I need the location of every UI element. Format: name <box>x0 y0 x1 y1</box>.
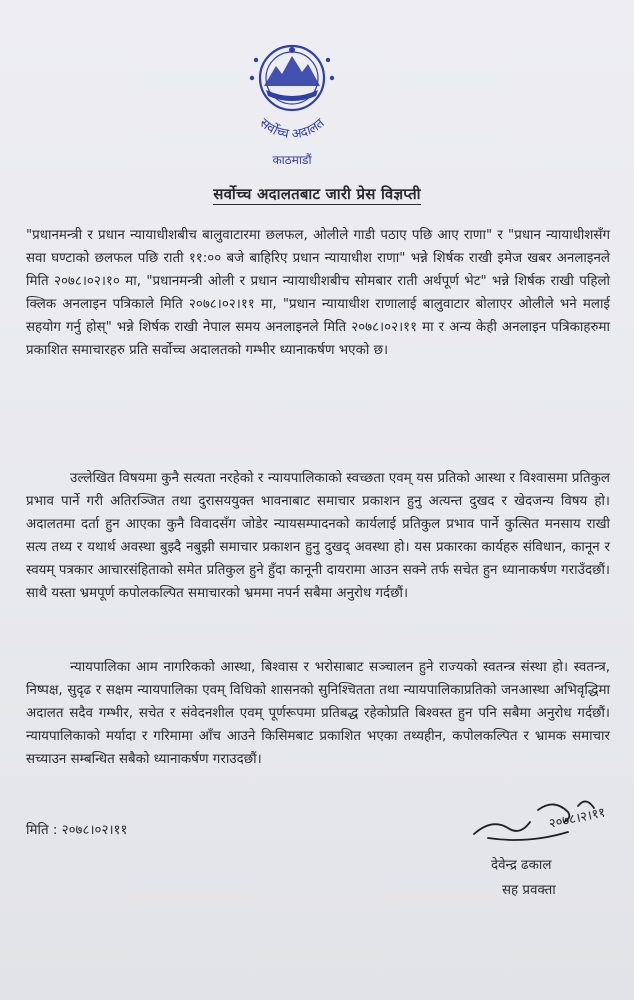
paragraph-3: न्यायपालिका आम नागरिकको आस्था, बिश्वास र भरोसाबाट सञ्चालन हुने राज्यको स्वतन्त्र संस्था हो। स्वतन्त्र, निष्पक्ष, सुदृढ र सक्षम न्यायपालिका एवम् विधिको शासनको सुनिश्चितता तथा न्यायपालिकाप्रतिको जनआस्था अभिवृद्धिमा अदालत सदैव गम्भीर, सचेत र संवेदनशील एवम् पूर्णरूपमा प्रतिबद्ध रहेकोप्रति बिश्वस्त हुन पनि सबैमा अनुरोध गर्दछौं। न्यायपालिकाको मर्यादा र गरिमामा आँच आउने किसिमबाट प्रकाशित भएका तथ्यहीन, कपोलकल्पित र भ्रामक समाचार सच्याउन सम्बन्धित सबैको ध्यानाकर्षण गराउदछौं। <box>26 660 610 767</box>
signature-date: २०७८।२।११ <box>547 805 607 832</box>
handwritten-signature-icon <box>468 788 618 850</box>
paragraph-1: "प्रधानमन्त्री र प्रधान न्यायाधीशबीच बालुवाटारमा छलफल, ओलीले गाडी पठाए पछि आए राणा" र "प्रधान न्यायाधीशसँग सवा घण्टाको छलफल पछि राती ११:०० बजे बाहिरिए प्रधान न्यायाधीश राणा" भन्ने शिर्षक राखी इमेज खबर अनलाइनले मिति २०७८।०२।१० मा, "प्रधानमन्त्री ओली र प्रधान न्यायाधीशबीच सोमबार राती अर्थपूर्ण भेट" भन्ने शिर्षक राखी पहिलो क्लिक अनलाइन पत्रिकाले मिति २०७८।०२।११ मा, "प्रधान न्यायाधीश राणालाई बालुवाटार बोलाएर ओलीले भने मलाई सहयोग गर्नु होस्" भन्ने शिर्षक राखी नेपाल समय अनलाइनले मिति २०७८।०२।११ मा र अन्य केही अनलाइन पत्रिकाहरुमा प्रकाशित समाचारहरु प्रति सर्वोच्च अदालतको गम्भीर ध्यानाकर्षण भएको छ। <box>26 228 610 358</box>
svg-text:सर्वोच्च अदालत <box>256 116 328 143</box>
seal-text-top: सर्वोच्च अदालत <box>256 115 328 143</box>
date-line: मिति : २०७८।०२।११ <box>26 823 128 838</box>
document-title <box>0 184 634 204</box>
signer-role: सह प्रवक्ता <box>502 883 556 898</box>
document-title-text: सर्वोच्च अदालतबाट जारी प्रेस विज्ञप्ती <box>213 185 421 203</box>
supreme-court-seal-icon <box>232 30 352 170</box>
paragraph-2: उल्लेखित विषयमा कुनै सत्यता नरहेको र न्यायपालिकाको स्वच्छता एवम् यस प्रतिको आस्था र विश्वासमा प्रतिकुल प्रभाव पार्ने गरी अतिरञ्जित तथा दुरासययुक्त भावनाबाट समाचार प्रकाशन हुनु अत्यन्त दुखद र खेदजन्य विषय हो। अदालतमा दर्ता हुन आएका कुनै विवादसँग जोडेर न्यायसम्पादनको कार्यलाई प्रतिकुल प्रभाव पार्ने कुत्सित मनसाय राखी सत्य तथ्य र यथार्थ अवस्था बुझ्दै नबुझी समाचार प्रकाशन हुनु दुखद् अवस्था हो। यस प्रकारका कार्यहरु संविधान, कानून र स्वयम् पत्रकार आचारसंहिताको समेत प्रतिकुल हुने हुँदा कानूनी दायरामा आउन सक्ने तर्फ सचेत हुन ध्यानाकर्षण गराउँदछौं। साथै यस्ता भ्रमपूर्ण कपोलकल्पित समाचारको भ्रममा नपर्न सबैमा अनुरोध गर्दछौं। <box>26 471 610 601</box>
seal-text-bottom: काठमाडौं <box>272 153 312 167</box>
signer-name: देवेन्द्र ढकाल <box>491 858 552 873</box>
